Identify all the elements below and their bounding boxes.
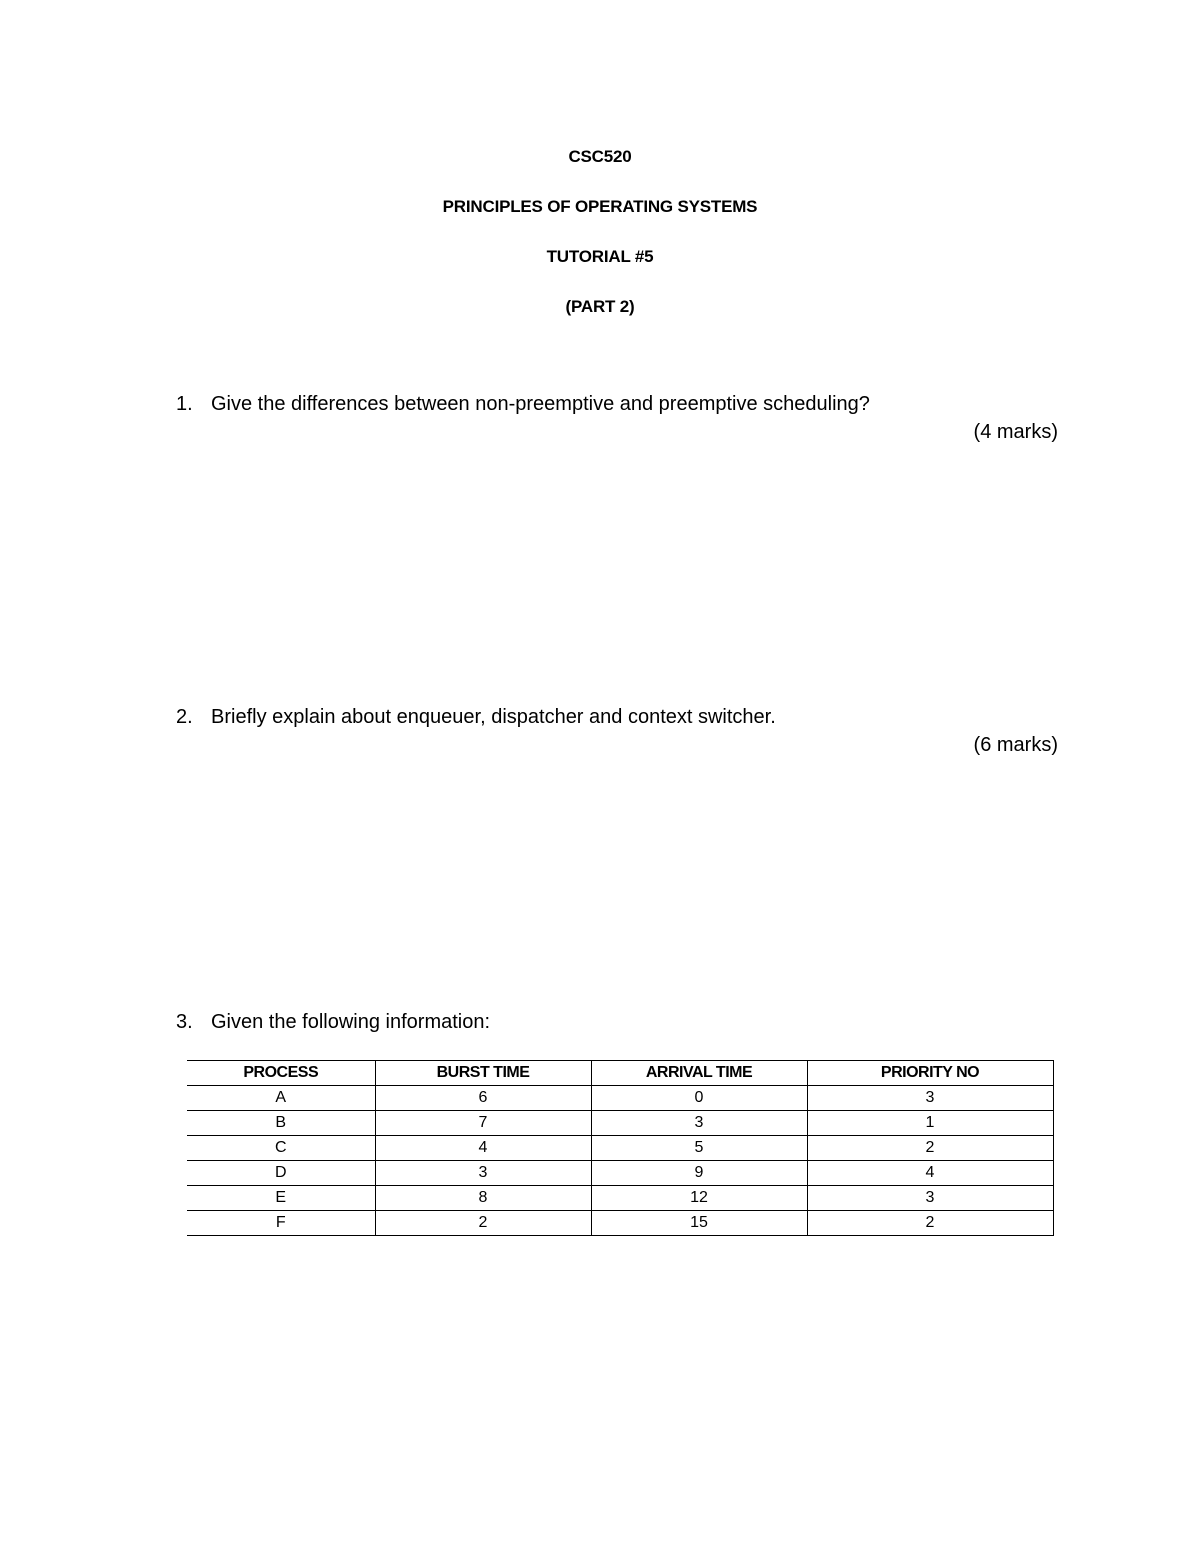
cell-arrival-time: 3 (591, 1111, 807, 1136)
cell-arrival-time: 5 (591, 1136, 807, 1161)
question-2-number: 2. (176, 706, 193, 728)
cell-priority-no: 3 (807, 1186, 1053, 1211)
table-header-row (187, 1061, 1053, 1086)
question-2-text: Briefly explain about enqueuer, dispatcher and context switcher. (211, 706, 776, 728)
cell-arrival-time: 12 (591, 1186, 807, 1211)
question-1 (176, 392, 870, 416)
table-row (187, 1161, 1053, 1186)
table-row (187, 1186, 1053, 1211)
part-label: (PART 2) (565, 297, 635, 316)
course-title: PRINCIPLES OF OPERATING SYSTEMS (442, 197, 758, 216)
table-row (187, 1086, 1053, 1111)
cell-burst-time: 8 (375, 1186, 591, 1211)
header-process: PROCESS (187, 1061, 375, 1086)
cell-priority-no: 4 (807, 1161, 1053, 1186)
question-3-text: Given the following information: (211, 1011, 491, 1033)
table-row (187, 1111, 1053, 1136)
cell-process: F (187, 1211, 375, 1236)
table-row (187, 1211, 1053, 1236)
cell-priority-no: 2 (807, 1211, 1053, 1236)
cell-priority-no: 3 (807, 1086, 1053, 1111)
question-1-marks: (4 marks) (973, 421, 1058, 443)
question-3-number: 3. (176, 1011, 193, 1033)
question-2 (176, 705, 776, 729)
cell-process: B (187, 1111, 375, 1136)
cell-process: A (187, 1086, 375, 1111)
header-burst-time: BURST TIME (375, 1061, 591, 1086)
question-2-marks: (6 marks) (973, 734, 1058, 756)
table-row (187, 1136, 1053, 1161)
cell-process: C (187, 1136, 375, 1161)
cell-priority-no: 1 (807, 1111, 1053, 1136)
cell-burst-time: 6 (375, 1086, 591, 1111)
process-table (187, 1060, 1054, 1236)
header-arrival-time: ARRIVAL TIME (591, 1061, 807, 1086)
question-1-text: Give the differences between non-preemptive and preemptive scheduling? (211, 393, 870, 415)
cell-priority-no: 2 (807, 1136, 1053, 1161)
cell-process: D (187, 1161, 375, 1186)
cell-burst-time: 7 (375, 1111, 591, 1136)
cell-arrival-time: 15 (591, 1211, 807, 1236)
cell-process: E (187, 1186, 375, 1211)
cell-burst-time: 4 (375, 1136, 591, 1161)
cell-burst-time: 2 (375, 1211, 591, 1236)
question-1-number: 1. (176, 393, 193, 415)
cell-burst-time: 3 (375, 1161, 591, 1186)
cell-arrival-time: 9 (591, 1161, 807, 1186)
tutorial-number: TUTORIAL #5 (546, 247, 654, 266)
cell-arrival-time: 0 (591, 1086, 807, 1111)
header-priority-no: PRIORITY NO (807, 1061, 1053, 1086)
course-code: CSC520 (568, 147, 632, 166)
question-3 (176, 1010, 490, 1034)
